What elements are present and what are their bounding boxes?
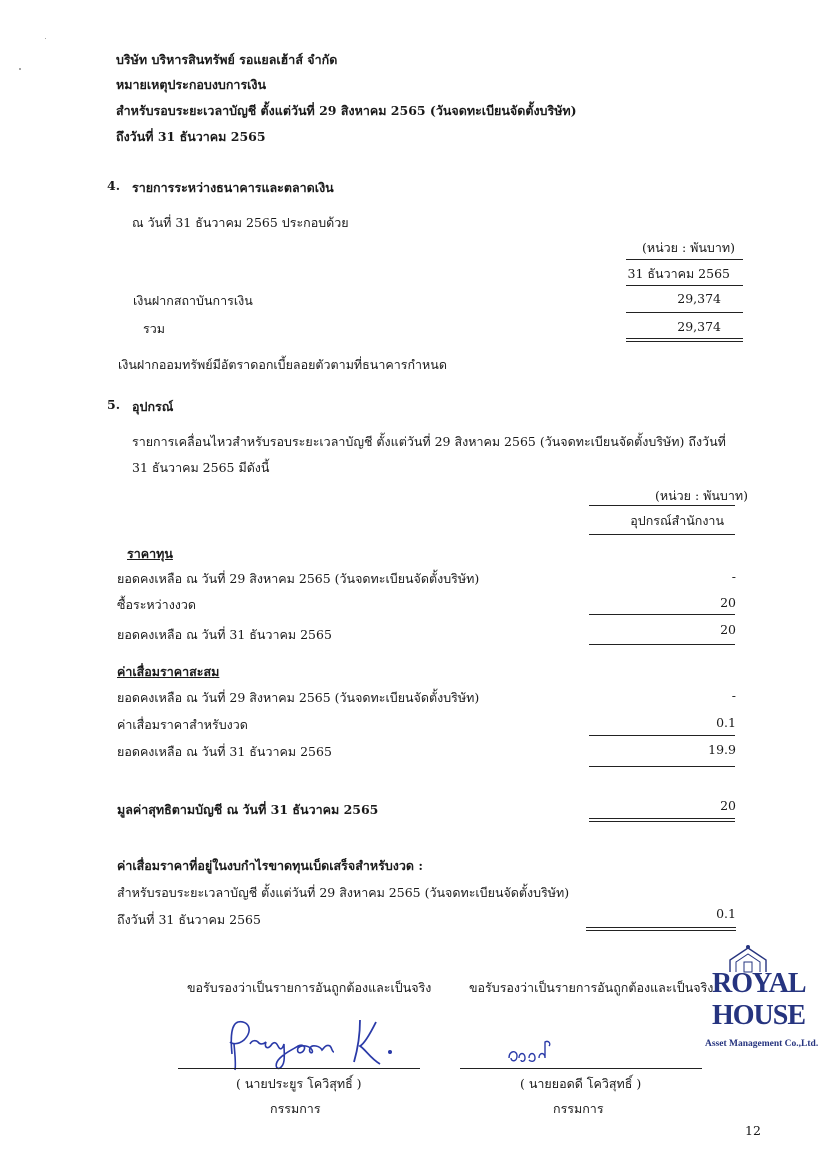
note-intro-line1: รายการเคลื่อนไหวสำหรับรอบระยะเวลาบัญชี ตั้งแต่วันที่ 29 สิงหาคม 2565 (วันจดทะเบียนจัดตั้งบริษัท) ถึงวันที่	[132, 434, 726, 449]
note-intro: ณ วันที่ 31 ธันวาคม 2565 ประกอบด้วย	[132, 215, 349, 230]
divider	[589, 644, 735, 645]
net-book-value-label: มูลค่าสุทธิตามบัญชี ณ วันที่ 31 ธันวาคม 2565	[117, 802, 379, 817]
note-title: รายการระหว่างธนาคารและตลาดเงิน	[132, 180, 334, 195]
signatory-title: กรรมการ	[270, 1101, 321, 1116]
signature-line	[178, 1068, 420, 1069]
row-value: 20	[720, 622, 736, 637]
logo-subtitle: Asset Management Co.,Ltd.	[705, 1039, 819, 1049]
divider	[626, 285, 743, 286]
signatory-title: กรรมการ	[553, 1101, 604, 1116]
depreciation-pl-heading: ค่าเสื่อมราคาที่อยู่ในงบกำไรขาดทุนเบ็ดเสร็จสำหรับงวด :	[117, 858, 423, 873]
note-number: 4.	[107, 178, 121, 193]
row-label: ซื้อระหว่างงวด	[117, 597, 197, 612]
total-value: 29,374	[677, 319, 721, 334]
note-title: อุปกรณ์	[132, 399, 174, 414]
divider	[589, 766, 735, 767]
divider	[589, 614, 735, 615]
unit-label: (หน่วย : พันบาท)	[654, 488, 748, 503]
signature-line	[460, 1068, 702, 1069]
row-value: -	[731, 688, 736, 703]
note-intro-line2: 31 ธันวาคม 2565 มีดังนี้	[132, 460, 270, 475]
row-label: ยอดคงเหลือ ณ วันที่ 29 สิงหาคม 2565 (วันจดทะเบียนจัดตั้งบริษัท)	[117, 571, 480, 586]
divider	[626, 312, 743, 313]
column-header: อุปกรณ์สำนักงาน	[630, 513, 724, 528]
net-book-value: 20	[720, 798, 736, 813]
row-value: 20	[720, 595, 736, 610]
row-label: ค่าเสื่อมราคาสำหรับงวด	[117, 717, 248, 732]
row-value: 0.1	[716, 715, 736, 730]
page-number: 12	[745, 1123, 761, 1138]
double-underline	[589, 818, 735, 822]
period-end-line: ถึงวันที่ 31 ธันวาคม 2565	[116, 129, 266, 144]
double-underline	[626, 338, 743, 342]
note-number: 5.	[107, 397, 121, 412]
divider	[589, 505, 735, 506]
pl-value: 0.1	[716, 906, 736, 921]
scan-speck	[45, 38, 46, 39]
divider	[589, 735, 735, 736]
logo-royal: ROYAL	[712, 968, 806, 999]
pl-period-line: สำหรับรอบระยะเวลาบัญชี ตั้งแต่วันที่ 29 สิงหาคม 2565 (วันจดทะเบียนจัดตั้งบริษัท)	[117, 885, 570, 900]
row-value: -	[731, 569, 736, 584]
cost-heading: ราคาทุน	[127, 546, 173, 561]
row-label: ยอดคงเหลือ ณ วันที่ 29 สิงหาคม 2565 (วันจดทะเบียนจัดตั้งบริษัท)	[117, 690, 480, 705]
divider	[589, 534, 735, 535]
statement-title: หมายเหตุประกอบงบการเงิน	[116, 77, 267, 92]
divider	[626, 259, 743, 260]
double-underline	[586, 927, 736, 931]
row-label: เงินฝากสถาบันการเงิน	[133, 293, 253, 308]
row-value: 19.9	[708, 742, 736, 757]
row-label: ยอดคงเหลือ ณ วันที่ 31 ธันวาคม 2565	[117, 744, 332, 759]
pl-period-end-line: ถึงวันที่ 31 ธันวาคม 2565	[117, 912, 261, 927]
period-line: สำหรับรอบระยะเวลาบัญชี ตั้งแต่วันที่ 29 สิงหาคม 2565 (วันจดทะเบียนจัดตั้งบริษัท)	[116, 103, 577, 118]
signature-prayoon	[220, 1014, 410, 1072]
certification-text: ขอรับรองว่าเป็นรายการอันถูกต้องและเป็นจริง	[469, 980, 714, 995]
column-header: 31 ธันวาคม 2565	[627, 266, 730, 281]
signatory-name: ( นายยอดดี โควิสุทธิ์ )	[520, 1076, 642, 1091]
unit-label: (หน่วย : พันบาท)	[641, 240, 735, 255]
logo-house: HOUSE	[712, 1000, 806, 1031]
total-label: รวม	[143, 321, 165, 336]
certification-text: ขอรับรองว่าเป็นรายการอันถูกต้องและเป็นจริง	[187, 980, 432, 995]
scan-speck	[19, 68, 21, 70]
signatory-name: ( นายประยูร โควิสุทธิ์ )	[236, 1076, 362, 1091]
row-value: 29,374	[677, 291, 721, 306]
company-name: บริษัท บริหารสินทรัพย์ รอแยลเฮ้าส์ จำกัด	[116, 52, 338, 67]
signature-yoddee	[505, 1036, 575, 1066]
row-label: ยอดคงเหลือ ณ วันที่ 31 ธันวาคม 2565	[117, 627, 332, 642]
depreciation-heading: ค่าเสื่อมราคาสะสม	[117, 664, 220, 679]
note-footnote: เงินฝากออมทรัพย์มีอัตราดอกเบี้ยลอยตัวตามที่ธนาคารกำหนด	[118, 357, 447, 372]
